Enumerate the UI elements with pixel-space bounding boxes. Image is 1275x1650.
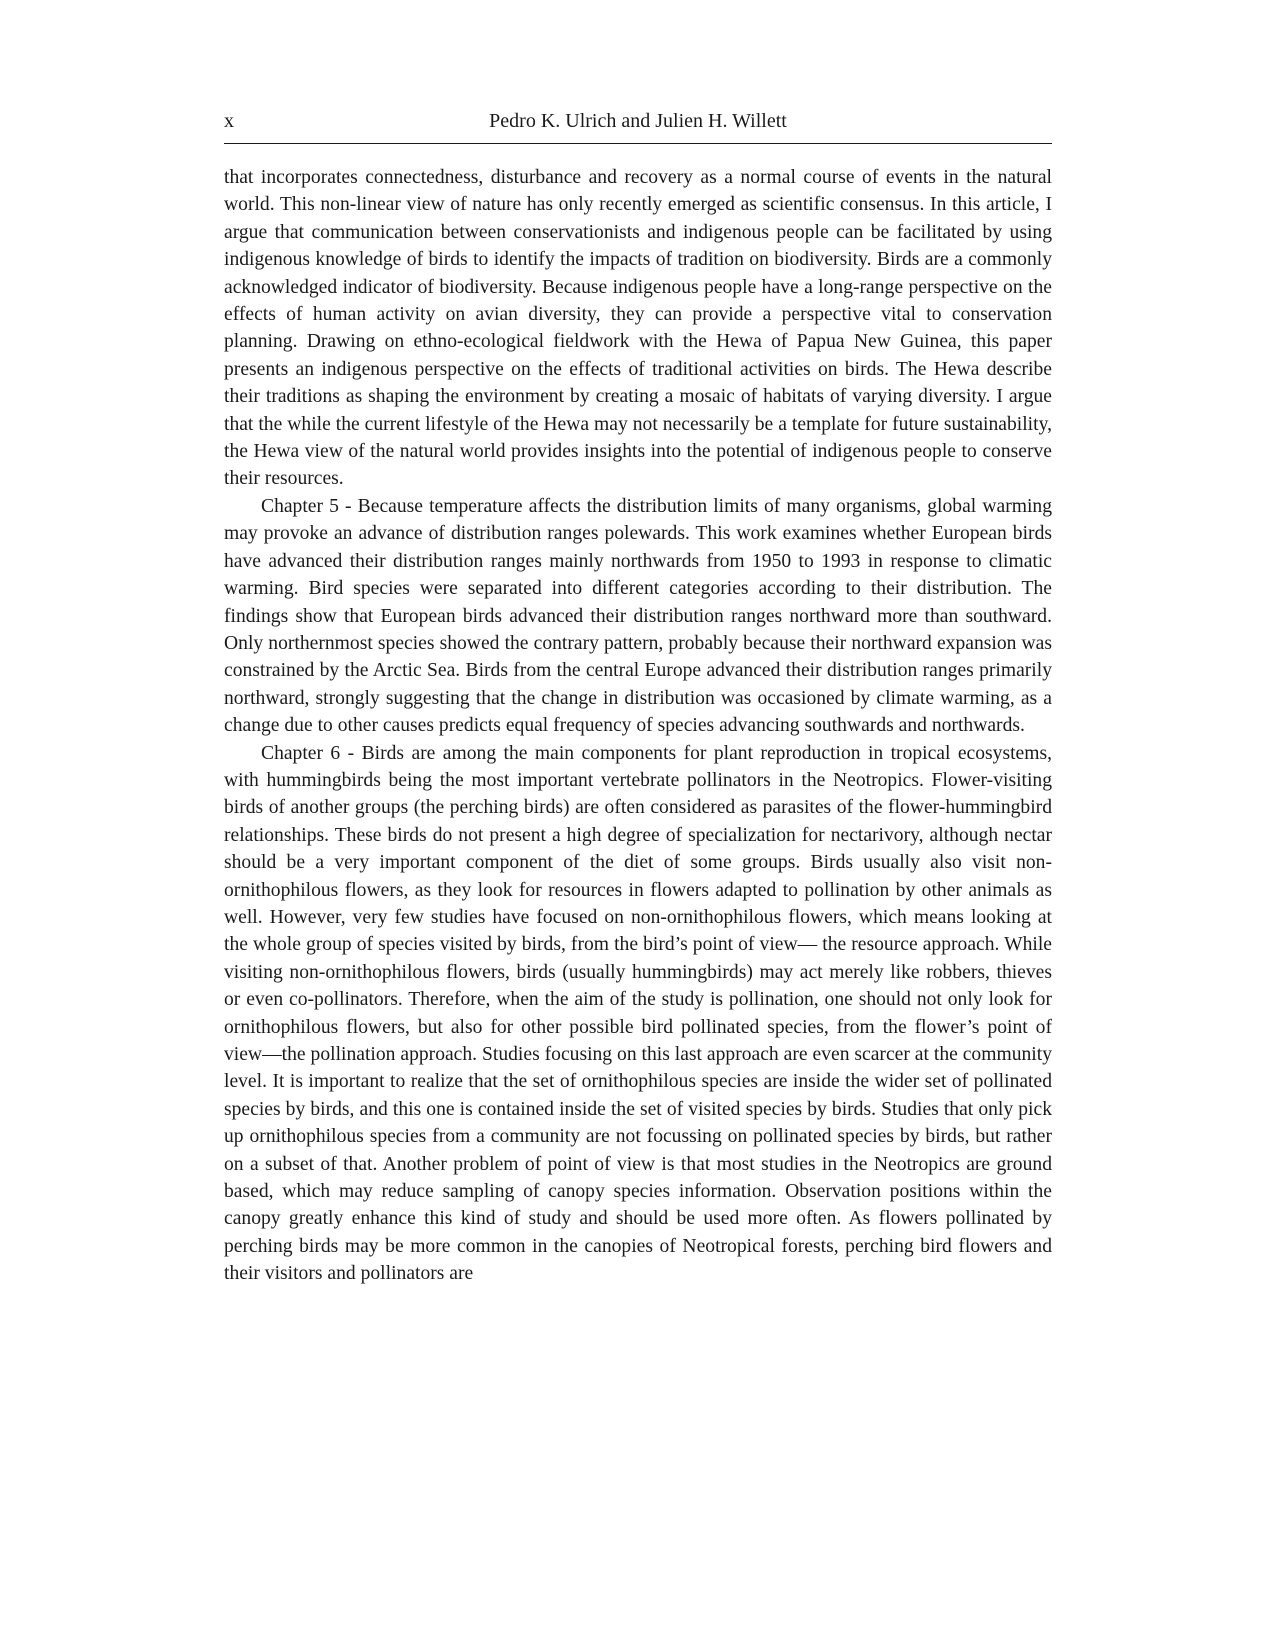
running-head — [224, 106, 1052, 136]
page-number: x — [224, 110, 234, 132]
paragraph-chapter-5: Chapter 5 - Because temperature affects the distribution limits of many organisms, global warming may provoke an advance of distribution ranges polewards. This work examines whether European birds have advanced their distribution ranges mainly northwards from 1950 to 1993 in response to climatic warming. Bird species were separated into different categories according to their distribution. The findings show that European birds advanced their distribution ranges northward more than southward. Only northernmost species showed the contrary pattern, probably because their northward expansion was constrained by the Arctic Sea. Birds from the central Europe advanced their distribution ranges primarily northward, strongly suggesting that the change in distribution was occasioned by climate warming, as a change due to other causes predicts equal frequency of species advancing southwards and northwards. — [224, 495, 1052, 737]
paragraph-continued: that incorporates connectedness, disturbance and recovery as a normal course of events in the natural world. This non-linear view of nature has only recently emerged as scientific consensus. In this article, I argue that communication between conservationists and indigenous people can be facilitated by using indigenous knowledge of birds to identify the impacts of tradition on biodiversity. Birds are a commonly acknowledged indicator of biodiversity. Because indigenous people have a long-range perspective on the effects of human activity on avian diversity, they can provide a perspective vital to conservation planning. Drawing on ethno-ecological fieldwork with the Hewa of Papua New Guinea, this paper presents an indigenous perspective on the effects of traditional activities on birds. The Hewa describe their traditions as shaping the environment by creating a mosaic of habitats of varying diversity. I argue that the while the current lifestyle of the Hewa may not necessarily be a template for future sustainability, the Hewa view of the natural world provides insights into the potential of indigenous people to conserve their resources. — [224, 167, 1052, 490]
paragraph-chapter-6: Chapter 6 - Birds are among the main components for plant reproduction in tropical ecosystems, with hummingbirds being the most important vertebrate pollinators in the Neotropics. Flower-visiting birds of another groups (the perching birds) are often considered as parasites of the flower-hummingbird relationships. These birds do not present a high degree of specialization for nectarivory, although nectar should be a very important component of the diet of some groups. Birds usually also visit non-ornithophilous flowers, as they look for resources in flowers adapted to pollination by other animals as well. However, very few studies have focused on non-ornithophilous flowers, which means looking at the whole group of species visited by birds, from the bird’s point of view— the resource approach. While visiting non-ornithophilous flowers, birds (usually hummingbirds) may act merely like robbers, thieves or even co-pollinators. Therefore, when the aim of the study is pollination, one should not only look for ornithophilous flowers, but also for other possible bird pollinated species, from the flower’s point of view—the pollination approach. Studies focusing on this last approach are even scarcer at the community level. It is important to realize that the set of ornithophilous species are inside the wider set of pollinated species by birds, and this one is contained inside the set of visited species by birds. Studies that only pick up ornithophilous species from a community are not focussing on pollinated species by birds, but rather on a subset of that. Another problem of point of view is that most studies in the Neotropics are ground based, which may reduce sampling of canopy species information. Observation positions within the canopy greatly enhance this kind of study and should be used more often. As flowers pollinated by perching birds may be more common in the canopies of Neotropical forests, perching bird flowers and their visitors and pollinators are — [224, 742, 1052, 1285]
running-head-authors: Pedro K. Ulrich and Julien H. Willett — [489, 110, 787, 132]
header-rule — [224, 143, 1052, 144]
body-text — [224, 164, 1052, 1288]
